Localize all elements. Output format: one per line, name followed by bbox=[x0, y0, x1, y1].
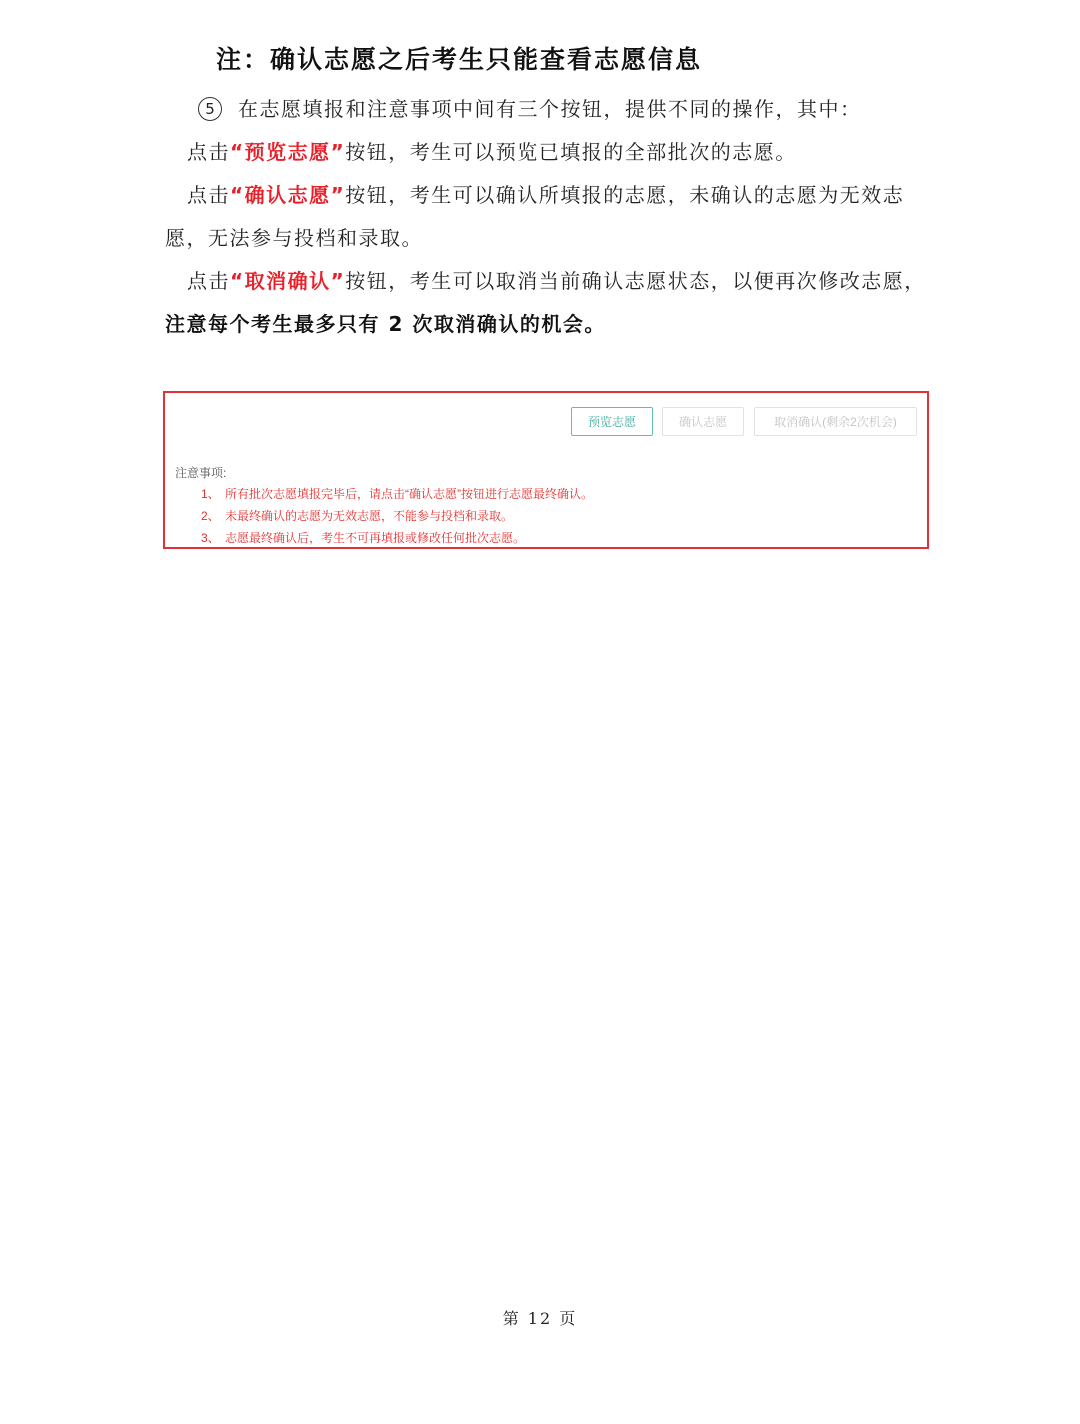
notice-number: 1、 bbox=[201, 487, 220, 501]
circled-number: 5 bbox=[198, 97, 222, 121]
notice-text: 志愿最终确认后，考生不可再填报或修改任何批次志愿。 bbox=[225, 531, 526, 545]
notice-item bbox=[201, 483, 593, 505]
confirm-button[interactable]: 确认志愿 bbox=[662, 407, 744, 436]
intro-text: 在志愿填报和注意事项中间有三个按钮，提供不同的操作，其中： bbox=[238, 97, 862, 121]
paragraph-text: 按钮，考生可以取消当前确认志愿状态，以便再次修改志愿， bbox=[345, 269, 926, 293]
paragraph-confirm bbox=[165, 174, 935, 260]
highlight-cancel: “取消确认” bbox=[230, 269, 346, 293]
paragraph-prefix: 点击 bbox=[187, 140, 230, 164]
paragraph-prefix: 点击 bbox=[187, 183, 230, 207]
highlight-confirm: “确认志愿” bbox=[230, 183, 346, 207]
highlight-preview: “预览志愿” bbox=[230, 140, 346, 164]
paragraph-preview bbox=[165, 131, 957, 174]
paragraph-text: 按钮，考生可以预览已填报的全部批次的志愿。 bbox=[345, 140, 797, 164]
paragraph-text: 按钮，考生可以确认所填报的志愿，未确认的志愿为无效志愿，无法参与投档和录取。 bbox=[165, 183, 905, 250]
notice-text: 未最终确认的志愿为无效志愿，不能参与投档和录取。 bbox=[225, 509, 514, 523]
notice-label: 注意事项: bbox=[175, 466, 227, 480]
paragraph-prefix: 点击 bbox=[187, 269, 230, 293]
notice-item bbox=[201, 505, 593, 527]
bold-warning: 注意每个考生最多只有 2 次取消确认的机会。 bbox=[165, 312, 606, 336]
page-heading: 注：确认志愿之后考生只能查看志愿信息 bbox=[216, 45, 703, 74]
notice-list bbox=[201, 483, 593, 549]
notice-text: 所有批次志愿填报完毕后，请点击“确认志愿”按钮进行志愿最终确认。 bbox=[225, 487, 593, 501]
notice-number: 3、 bbox=[201, 531, 220, 545]
intro-paragraph bbox=[165, 88, 935, 131]
cancel-confirm-button[interactable]: 取消确认(剩余2次机会) bbox=[754, 407, 917, 436]
paragraph-cancel bbox=[165, 260, 935, 346]
notice-number: 2、 bbox=[201, 509, 220, 523]
page-number: 第 12 页 bbox=[502, 1309, 578, 1328]
embedded-screenshot bbox=[163, 391, 929, 549]
notice-item bbox=[201, 527, 593, 549]
preview-button[interactable]: 预览志愿 bbox=[571, 407, 653, 436]
